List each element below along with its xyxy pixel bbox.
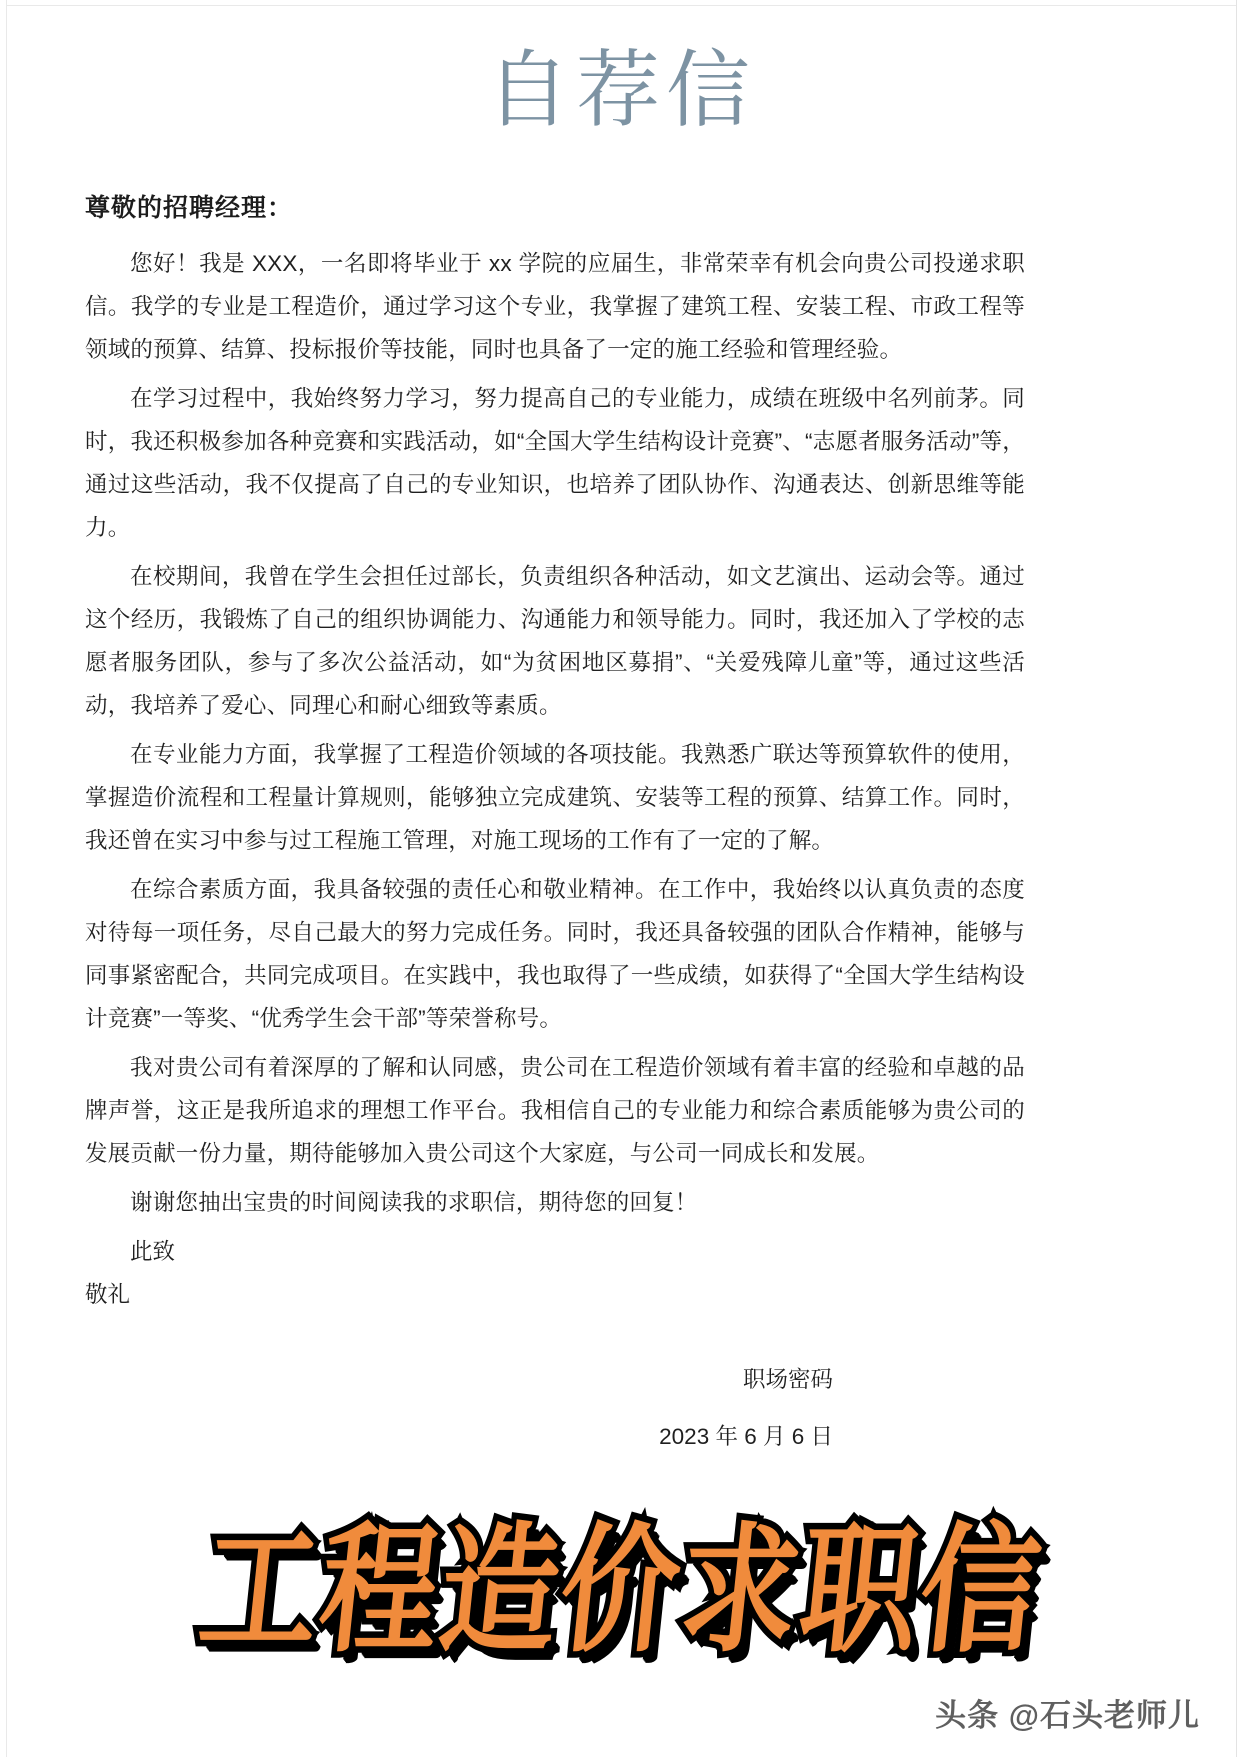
page-left-rule bbox=[6, 0, 7, 1757]
salutation: 尊敬的招聘经理： bbox=[85, 194, 294, 222]
paragraph-5: 在综合素质方面，我具备较强的责任心和敬业精神。在工作中，我始终以认真负责的态度对待每一项任务，尽自己最大的努力完成任务。同时，我还具备较强的团队合作精神，能够与同事紧密配合，共同完成项目。在实践中，我也取得了一些成绩，如获得了“全国大学生结构设计竞赛”一等奖、“优秀学生会干部”等荣誉称号。 bbox=[85, 877, 1025, 1031]
paragraph-4: 在专业能力方面，我掌握了工程造价领域的各项技能。我熟悉广联达等预算软件的使用，掌握造价流程和工程量计算规则，能够独立完成建筑、安装等工程的预算、结算工作。同时，我还曾在实习中参与过工程施工管理，对施工现场的工作有了一定的了解。 bbox=[85, 742, 1025, 853]
page-right-rule bbox=[1236, 0, 1237, 1757]
paragraph-6: 我对贵公司有着深厚的了解和认同感，贵公司在工程造价领域有着丰富的经验和卓越的品牌声誉，这正是我所追求的理想工作平台。我相信自己的专业能力和综合素质能够为贵公司的发展贡献一份力量，期待能够加入贵公司这个大家庭，与公司一同成长和发展。 bbox=[85, 1055, 1025, 1166]
banner-title: 工程造价求职信 bbox=[192, 1508, 1050, 1672]
signature-name: 职场密码 bbox=[742, 1367, 833, 1392]
paragraph-7: 谢谢您抽出宝贵的时间阅读我的求职信，期待您的回复！ bbox=[130, 1190, 698, 1215]
document-title: 自荐信 bbox=[485, 43, 756, 137]
page-top-rule bbox=[6, 5, 1237, 6]
paragraph-1: 您好！我是 XXX，一名即将毕业于 xx 学院的应届生，非常荣幸有机会向贵公司投递求职信。我学的专业是工程造价，通过学习这个专业，我掌握了建筑工程、安装工程、市政工程等领域的预算、结算、投标报价等技能，同时也具备了一定的施工经验和管理经验。 bbox=[85, 251, 1025, 362]
watermark: 头条 @石头老师儿 bbox=[935, 1698, 1200, 1733]
paragraph-2: 在学习过程中，我始终努力学习，努力提高自己的专业能力，成绩在班级中名列前茅。同时，我还积极参加各种竞赛和实践活动，如“全国大学生结构设计竞赛”、“志愿者服务活动”等，通过这些活动，我不仅提高了自己的专业知识，也培养了团队协作、沟通表达、创新思维等能力。 bbox=[85, 386, 1025, 540]
bottom-banner bbox=[0, 1508, 1242, 1672]
signature-block bbox=[85, 1358, 1025, 1458]
paragraph-3: 在校期间，我曾在学生会担任过部长，负责组织各种活动，如文艺演出、运动会等。通过这个经历，我锻炼了自己的组织协调能力、沟通能力和领导能力。同时，我还加入了学校的志愿者服务团队，参与了多次公益活动，如“为贫困地区募捐”、“关爱残障儿童”等，通过这些活动，我培养了爱心、同理心和耐心细致等素质。 bbox=[85, 564, 1025, 718]
letter-body bbox=[85, 188, 1025, 1458]
signature-date: 2023 年 6 月 6 日 bbox=[659, 1424, 833, 1449]
closing-jingli: 敬礼 bbox=[85, 1282, 131, 1307]
closing-cizhi: 此致 bbox=[130, 1239, 176, 1264]
